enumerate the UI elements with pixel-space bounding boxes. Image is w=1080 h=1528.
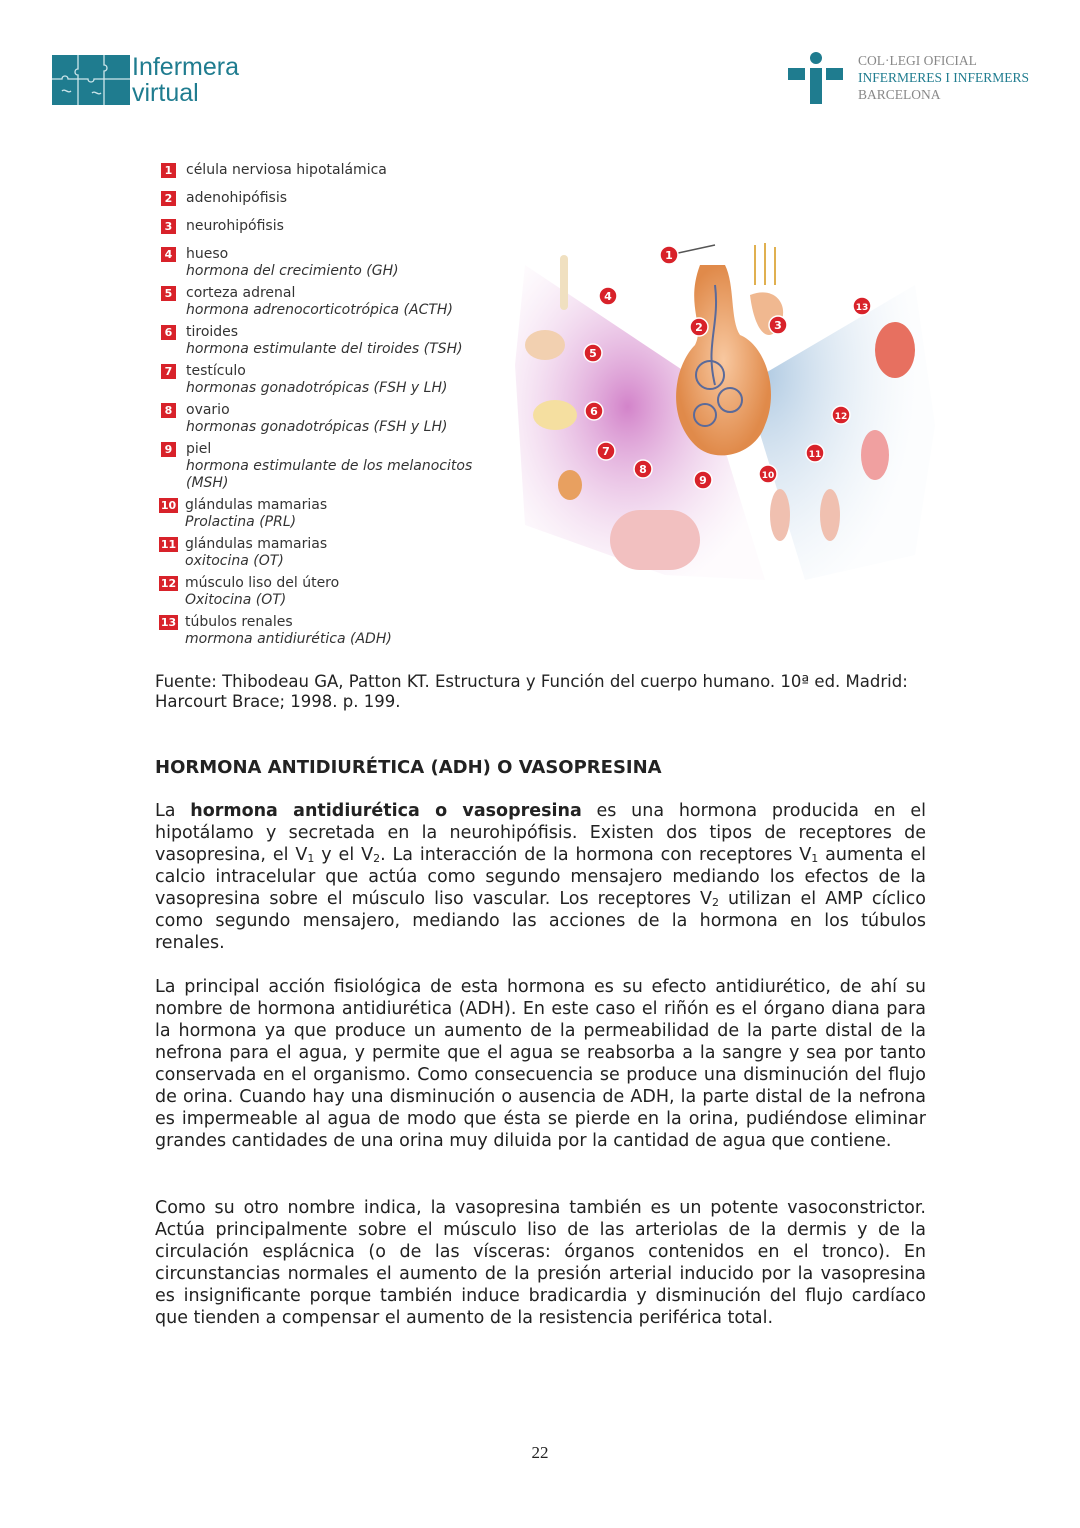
legend-item [161, 246, 501, 280]
legend-item [161, 285, 501, 319]
legend-label: glándulas mamarias [185, 536, 328, 552]
pituitary-hormones-illustration [515, 225, 935, 585]
paragraph-2: La principal acción fisiológica de esta hormona es su efecto antidiurético, de ahí su nombre de hormona antidiurética (ADH). En este caso el riñón es el órgano diana para la hormona ya que produce un aumento de la permeabilidad de la parte distal de la nefrona para el agua, y permite que el agua se reabsorba a la sangre y sea por tanto conservada en el organismo. Como consecuencia se produce una disminución del flujo de orina. Cuando hay una disminución o ausencia de ADH, la parte distal de la nefrona es impermeable al agua de modo que ésta se pierde en la orina, pudiéndose eliminar grandes cantidades de una orina muy diluida por la cantidad de agua que contiene. [155, 977, 926, 1151]
figure-source: Fuente: Thibodeau GA, Patton KT. Estructura y Función del cuerpo humano. 10ª ed. Madrid: Harcourt Brace; 1998. p. 199. [155, 672, 908, 711]
legend-label: neurohipófisis [186, 218, 284, 234]
legend-number-badge: 13 [160, 616, 177, 629]
legend-number-badge: 12 [160, 577, 177, 590]
legend-number-badge: 11 [160, 538, 177, 551]
legend-hormone: hormona adrenocorticotrópica (ACTH) [186, 302, 453, 318]
legend-number-badge: 1 [161, 163, 176, 178]
legend-number-badge: 8 [161, 403, 176, 418]
org-line1: COL·LEGI OFICIAL [858, 53, 977, 68]
figure-marker-label: 1 [665, 249, 673, 262]
legend-label: hueso [186, 246, 229, 262]
legend-hormone: hormona estimulante de los melanocitos (MSH) [186, 458, 473, 491]
legend-hormone: hormona estimulante del tiroides (TSH) [186, 341, 463, 357]
figure-marker-label: 2 [695, 321, 703, 334]
legend-item [161, 614, 501, 648]
legend-item [161, 536, 501, 570]
legend-label: músculo liso del útero [185, 575, 340, 591]
org-line3: BARCELONA [858, 87, 941, 102]
page-number: 22 [531, 1443, 549, 1462]
figure-legend [161, 162, 501, 653]
logo-line2: virtual [132, 79, 199, 107]
legend-hormone: Prolactina (PRL) [185, 514, 297, 530]
infermera-virtual-logo [52, 54, 239, 106]
legend-item [161, 162, 501, 179]
legend-hormone: hormonas gonadotrópicas (FSH y LH) [186, 380, 448, 396]
legend-number-badge: 4 [161, 247, 176, 262]
legend-item [161, 441, 501, 492]
legend-item [161, 363, 501, 397]
section-heading: HORMONA ANTIDIURÉTICA (ADH) O VASOPRESINA [155, 757, 662, 778]
legend-hormone: hormonas gonadotrópicas (FSH y LH) [186, 419, 448, 435]
col-legi-logo [788, 52, 1029, 104]
figure-marker-label: 8 [639, 463, 647, 476]
legend-item [161, 190, 501, 207]
figure-marker-label: 7 [602, 445, 610, 458]
legend-label: adenohipófisis [186, 190, 288, 206]
legend-label: tiroides [186, 324, 239, 340]
figure-marker-label: 12 [834, 412, 848, 422]
legend-label: ovario [186, 402, 230, 418]
figure-marker-label: 13 [855, 303, 869, 313]
figure-marker-label: 11 [808, 450, 822, 460]
legend-hormone: oxitocina (OT) [185, 553, 284, 569]
paragraph-3: Como su otro nombre indica, la vasopresina también es un potente vasoconstrictor. Actúa principalmente sobre el músculo liso de las arteriolas de la dermis y de la circulación esplácnica (o de las vísceras: órganos contenidos en el tronco). En circunstancias normales el aumento de la presión arterial inducido por la vasopresina es insignificante porque también induce bradicardia y disminución del flujo cardíaco que tienden a compensar el aumento de la resistencia periférica total. [155, 1198, 926, 1328]
logo-line1: Infermera [132, 53, 239, 81]
paragraph-1: La hormona antidiurética o vasopresina es una hormona producida en el hipotálamo y secretada en la neurohipófisis. Existen dos tipos de receptores de vasopresina, el $V_1$ y el $V_2$. La interacción de la hormona con receptores $V_1$ aumenta el calcio intracelular que actúa como segundo mensajero mediando los efectos de la vasopresina sobre el músculo liso vascular. Los receptores $V_2$ utilizan el AMP cíclico como segundo mensajero, mediando las acciones de la hormona en los túbulos renales. [155, 801, 926, 953]
legend-number-badge: 7 [161, 364, 176, 379]
legend-item [161, 402, 501, 436]
legend-number-badge: 9 [161, 442, 176, 457]
legend-hormone: Oxitocina (OT) [185, 592, 287, 608]
legend-item [161, 324, 501, 358]
figure-marker-label: 9 [699, 474, 707, 487]
legend-item [161, 575, 501, 609]
figure-marker-label: 4 [604, 290, 612, 303]
figure-marker-label: 5 [589, 347, 597, 360]
legend-number-badge: 3 [161, 219, 176, 234]
puzzle-icon [52, 55, 130, 105]
legend-label: túbulos renales [185, 614, 293, 630]
legend-label: corteza adrenal [186, 285, 296, 301]
figure-marker-label: 6 [590, 405, 598, 418]
legend-number-badge: 5 [161, 286, 176, 301]
legend-number-badge: 2 [161, 191, 176, 206]
legend-label: glándulas mamarias [185, 497, 328, 513]
legend-item [161, 218, 501, 235]
legend-hormone: hormona del crecimiento (GH) [186, 263, 399, 279]
legend-label: testículo [186, 363, 246, 379]
legend-number-badge: 10 [160, 499, 177, 512]
legend-label: célula nerviosa hipotalámica [186, 162, 387, 178]
cross-icon [788, 52, 843, 104]
legend-item [161, 497, 501, 531]
legend-hormone: mormona antidiurética (ADH) [185, 631, 392, 647]
org-line2: INFERMERES I INFERMERS [858, 70, 1030, 85]
figure-marker-label: 10 [761, 471, 775, 481]
legend-number-badge: 6 [161, 325, 176, 340]
legend-label: piel [186, 441, 212, 457]
figure-marker-label: 3 [774, 319, 782, 332]
